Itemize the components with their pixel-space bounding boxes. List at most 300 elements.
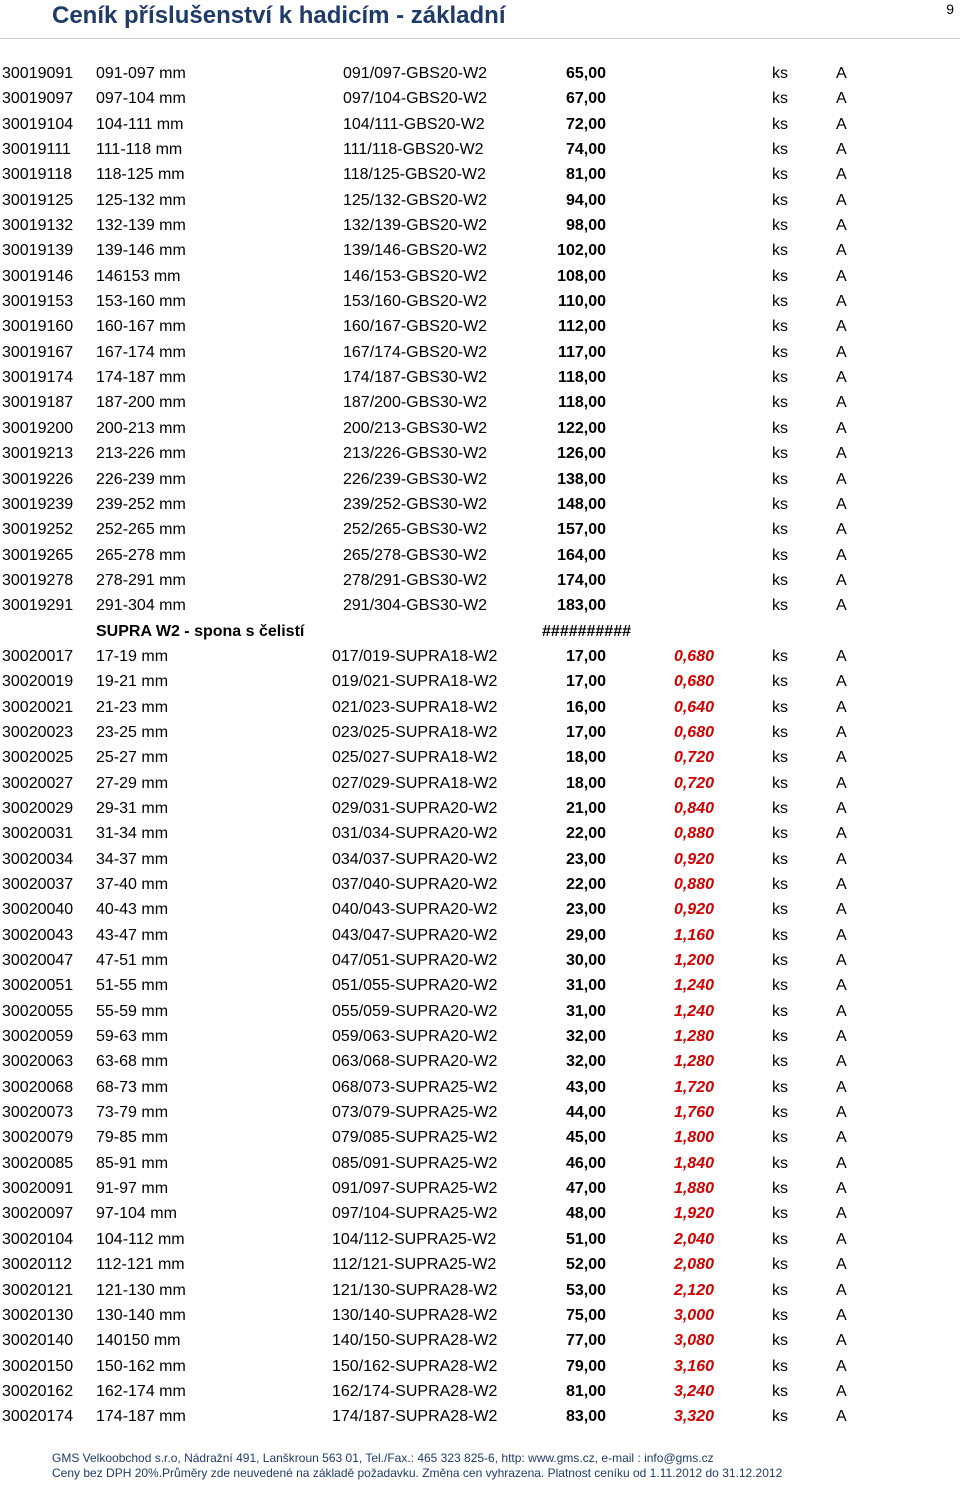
item-code: 30019239 <box>2 495 74 513</box>
item-code: 30020034 <box>2 850 74 868</box>
item-code: 30019104 <box>2 115 74 133</box>
table-row <box>0 1176 960 1201</box>
item-class: A <box>836 394 847 412</box>
item-product: 037/040-SUPRA20-W2 <box>332 876 498 893</box>
item-unit: ks <box>772 723 788 741</box>
item-unit-price: 3,160 <box>673 1357 714 1375</box>
item-unit: ks <box>772 495 788 513</box>
item-unit: ks <box>772 343 788 361</box>
item-product: 239/252-GBS30-W2 <box>343 495 488 513</box>
item-class: A <box>836 369 847 387</box>
item-unit: ks <box>772 850 788 868</box>
item-product: 023/025-SUPRA18-W2 <box>332 723 498 741</box>
item-range: 140150 mm <box>96 1332 181 1350</box>
item-unit: ks <box>772 1230 788 1248</box>
table-row <box>0 948 960 973</box>
item-unit: ks <box>772 1382 788 1400</box>
item-class: A <box>836 267 847 285</box>
item-price: 30,00 <box>565 952 606 970</box>
table-row <box>0 999 960 1024</box>
item-product: 027/029-SUPRA18-W2 <box>332 774 498 792</box>
item-code: 30020130 <box>2 1306 74 1324</box>
item-range: 112-121 mm <box>96 1256 185 1274</box>
item-unit-price: 0,880 <box>673 825 714 843</box>
item-product: 162/174-SUPRA28-W2 <box>332 1382 498 1400</box>
item-class: A <box>836 293 847 311</box>
item-product: 132/139-GBS20-W2 <box>343 217 488 235</box>
table-row <box>0 1151 960 1176</box>
table-row <box>0 745 960 770</box>
item-range: 29-31 mm <box>96 799 169 817</box>
item-range: 213-226 mm <box>96 445 186 463</box>
item-price: 43,00 <box>565 1078 606 1096</box>
item-range: 85-91 mm <box>96 1154 169 1172</box>
table-row <box>0 112 960 137</box>
item-range: 51-55 mm <box>96 977 169 995</box>
item-unit: ks <box>772 191 788 209</box>
item-product: 031/034-SUPRA20-W2 <box>332 825 498 843</box>
item-code: 30020079 <box>2 1129 74 1147</box>
item-class: A <box>836 1306 847 1324</box>
section-hash: ########## <box>542 622 631 640</box>
item-code: 30020021 <box>2 698 74 716</box>
item-code: 30019200 <box>2 419 74 437</box>
item-range: 63-68 mm <box>96 1053 169 1071</box>
item-price: 174,00 <box>557 571 606 589</box>
page-title: Ceník příslušenství k hadicím - základní <box>52 2 506 29</box>
item-unit: ks <box>772 1256 788 1274</box>
item-product: 029/031-SUPRA20-W2 <box>332 799 498 817</box>
item-price: 112,00 <box>557 318 606 336</box>
item-class: A <box>836 242 847 260</box>
item-product: 153/160-GBS20-W2 <box>343 293 488 311</box>
table-row <box>0 1227 960 1252</box>
item-unit: ks <box>772 217 788 235</box>
item-price: 118,00 <box>557 394 606 412</box>
item-code: 30020174 <box>2 1408 74 1426</box>
table-row <box>0 771 960 796</box>
item-class: A <box>836 952 847 970</box>
item-price: 18,00 <box>565 774 606 792</box>
item-unit: ks <box>772 1129 788 1147</box>
table-row <box>0 669 960 694</box>
item-product: 104/111-GBS20-W2 <box>343 115 485 133</box>
item-class: A <box>836 1281 847 1299</box>
table-row <box>0 1201 960 1226</box>
item-unit-price: 0,720 <box>673 774 714 792</box>
item-unit: ks <box>772 799 788 817</box>
item-code: 30020104 <box>2 1230 74 1248</box>
item-code: 30020040 <box>2 901 74 919</box>
table-row <box>0 213 960 238</box>
item-code: 30020055 <box>2 1002 74 1020</box>
table-row <box>0 847 960 872</box>
item-price: 48,00 <box>565 1205 606 1223</box>
item-class: A <box>836 1129 847 1147</box>
price-table <box>0 61 960 1430</box>
item-unit-price: 0,920 <box>673 901 714 919</box>
item-unit-price: 0,680 <box>673 673 714 691</box>
item-price: 17,00 <box>565 673 606 691</box>
item-product: 017/019-SUPRA18-W2 <box>332 647 498 665</box>
item-range: 73-79 mm <box>96 1104 169 1122</box>
item-price: 46,00 <box>565 1154 606 1172</box>
table-row <box>0 1024 960 1049</box>
item-range: 37-40 mm <box>96 876 169 893</box>
item-product: 025/027-SUPRA18-W2 <box>332 749 498 767</box>
item-unit-price: 1,280 <box>673 1053 714 1071</box>
item-price: 44,00 <box>565 1104 606 1122</box>
table-row <box>0 137 960 162</box>
item-code: 30020085 <box>2 1154 74 1172</box>
item-unit: ks <box>772 1104 788 1122</box>
item-range: 68-73 mm <box>96 1078 169 1096</box>
table-row <box>0 695 960 720</box>
item-unit-price: 0,840 <box>673 799 714 817</box>
item-product: 051/055-SUPRA20-W2 <box>332 977 498 995</box>
table-row <box>0 923 960 948</box>
item-price: 148,00 <box>557 495 606 513</box>
table-row <box>0 61 960 86</box>
table-row <box>0 86 960 111</box>
item-class: A <box>836 343 847 361</box>
item-product: 111/118-GBS20-W2 <box>343 141 484 159</box>
item-unit-price: 1,800 <box>673 1129 714 1147</box>
item-price: 126,00 <box>557 445 606 463</box>
item-range: 091-097 mm <box>96 65 186 82</box>
table-row <box>0 1049 960 1074</box>
item-code: 30020023 <box>2 723 74 741</box>
item-code: 30019187 <box>2 394 74 412</box>
item-unit-price: 3,240 <box>673 1382 714 1400</box>
item-code: 30020073 <box>2 1104 74 1122</box>
item-product: 252/265-GBS30-W2 <box>343 521 488 539</box>
item-class: A <box>836 1332 847 1350</box>
item-product: 043/047-SUPRA20-W2 <box>332 926 498 944</box>
item-product: 130/140-SUPRA28-W2 <box>332 1306 498 1324</box>
item-range: 118-125 mm <box>96 166 185 184</box>
item-product: 034/037-SUPRA20-W2 <box>332 850 498 868</box>
item-class: A <box>836 65 847 82</box>
item-product: 097/104-SUPRA25-W2 <box>332 1205 498 1223</box>
item-range: 25-27 mm <box>96 749 169 767</box>
item-range: 239-252 mm <box>96 495 186 513</box>
item-unit: ks <box>772 470 788 488</box>
item-unit: ks <box>772 1357 788 1375</box>
item-code: 30020027 <box>2 774 74 792</box>
item-price: 52,00 <box>565 1256 606 1274</box>
item-range: 47-51 mm <box>96 952 169 970</box>
item-unit: ks <box>772 1180 788 1198</box>
item-unit: ks <box>772 952 788 970</box>
item-unit-price: 0,640 <box>673 698 714 716</box>
item-range: 91-97 mm <box>96 1180 169 1198</box>
item-range: 97-104 mm <box>96 1205 177 1223</box>
item-product: 091/097-SUPRA25-W2 <box>332 1180 498 1198</box>
item-price: 72,00 <box>565 115 606 133</box>
item-code: 30019252 <box>2 521 74 539</box>
item-class: A <box>836 799 847 817</box>
item-code: 30020051 <box>2 977 74 995</box>
item-unit-price: 0,680 <box>673 723 714 741</box>
item-unit: ks <box>772 597 788 615</box>
item-code: 30019146 <box>2 267 74 285</box>
item-class: A <box>836 1382 847 1400</box>
table-row <box>0 821 960 846</box>
item-price: 117,00 <box>557 343 606 361</box>
table-row <box>0 467 960 492</box>
item-price: 31,00 <box>565 1002 606 1020</box>
item-unit-price: 3,080 <box>673 1332 714 1350</box>
item-product: 160/167-GBS20-W2 <box>343 318 488 336</box>
item-unit: ks <box>772 647 788 665</box>
item-price: 110,00 <box>557 293 606 311</box>
item-unit: ks <box>772 419 788 437</box>
item-product: 112/121-SUPRA25-W2 <box>332 1256 497 1274</box>
table-row <box>0 1100 960 1125</box>
item-price: 21,00 <box>565 799 606 817</box>
item-price: 94,00 <box>565 191 606 209</box>
item-range: 278-291 mm <box>96 571 186 589</box>
item-unit: ks <box>772 1053 788 1071</box>
item-price: 17,00 <box>565 647 606 665</box>
item-unit-price: 2,120 <box>673 1281 714 1299</box>
table-row <box>0 1379 960 1404</box>
table-row <box>0 1125 960 1150</box>
item-price: 47,00 <box>565 1180 606 1198</box>
item-class: A <box>836 977 847 995</box>
table-row <box>0 872 960 897</box>
item-unit-price: 3,320 <box>673 1408 714 1426</box>
item-range: 17-19 mm <box>96 647 169 665</box>
table-row <box>0 289 960 314</box>
item-unit-price: 1,200 <box>673 952 714 970</box>
item-code: 30019118 <box>2 166 72 184</box>
item-unit: ks <box>772 876 788 893</box>
item-unit-price: 0,720 <box>673 749 714 767</box>
item-unit: ks <box>772 90 788 108</box>
item-price: 83,00 <box>565 1408 606 1426</box>
item-price: 81,00 <box>565 166 606 184</box>
item-price: 77,00 <box>565 1332 606 1350</box>
item-unit: ks <box>772 141 788 159</box>
item-class: A <box>836 318 847 336</box>
item-price: 18,00 <box>565 749 606 767</box>
item-price: 65,00 <box>565 65 606 82</box>
item-class: A <box>836 571 847 589</box>
item-code: 30019278 <box>2 571 74 589</box>
item-class: A <box>836 419 847 437</box>
item-class: A <box>836 1205 847 1223</box>
item-code: 30019265 <box>2 546 74 564</box>
item-product: 125/132-GBS20-W2 <box>343 191 488 209</box>
table-row <box>0 365 960 390</box>
table-row <box>0 264 960 289</box>
item-range: 43-47 mm <box>96 926 169 944</box>
item-class: A <box>836 546 847 564</box>
item-class: A <box>836 723 847 741</box>
item-code: 30020140 <box>2 1332 74 1350</box>
item-price: 29,00 <box>565 926 606 944</box>
item-product: 068/073-SUPRA25-W2 <box>332 1078 498 1096</box>
item-unit: ks <box>772 1028 788 1046</box>
item-class: A <box>836 673 847 691</box>
item-unit: ks <box>772 774 788 792</box>
item-range: 097-104 mm <box>96 90 186 108</box>
item-price: 16,00 <box>565 698 606 716</box>
item-product: 079/085-SUPRA25-W2 <box>332 1129 498 1147</box>
table-row <box>0 188 960 213</box>
item-product: 265/278-GBS30-W2 <box>343 546 488 564</box>
item-code: 30020059 <box>2 1028 74 1046</box>
table-row <box>0 390 960 415</box>
item-code: 30019125 <box>2 191 74 209</box>
item-code: 30020112 <box>2 1256 72 1274</box>
item-class: A <box>836 876 847 893</box>
item-unit: ks <box>772 369 788 387</box>
table-row <box>0 1278 960 1303</box>
table-row <box>0 340 960 365</box>
item-product: 187/200-GBS30-W2 <box>343 394 488 412</box>
item-code: 30020068 <box>2 1078 74 1096</box>
item-unit: ks <box>772 571 788 589</box>
item-class: A <box>836 1357 847 1375</box>
item-class: A <box>836 521 847 539</box>
table-row <box>0 720 960 745</box>
table-row <box>0 1328 960 1353</box>
item-range: 291-304 mm <box>96 597 186 615</box>
item-class: A <box>836 1104 847 1122</box>
section-heading-row <box>0 619 960 644</box>
item-price: 22,00 <box>565 825 606 843</box>
table-row <box>0 1354 960 1379</box>
item-unit: ks <box>772 445 788 463</box>
item-price: 51,00 <box>565 1230 606 1248</box>
item-range: 55-59 mm <box>96 1002 169 1020</box>
item-range: 146153 mm <box>96 267 181 285</box>
item-unit: ks <box>772 267 788 285</box>
table-row <box>0 238 960 263</box>
item-code: 30019153 <box>2 293 74 311</box>
item-unit: ks <box>772 166 788 184</box>
item-class: A <box>836 115 847 133</box>
table-row <box>0 593 960 618</box>
item-price: 81,00 <box>565 1382 606 1400</box>
header-rule <box>0 38 960 39</box>
item-class: A <box>836 445 847 463</box>
item-price: 67,00 <box>565 90 606 108</box>
item-price: 23,00 <box>565 850 606 868</box>
item-unit: ks <box>772 901 788 919</box>
item-unit-price: 1,160 <box>673 926 714 944</box>
item-class: A <box>836 191 847 209</box>
item-range: 160-167 mm <box>96 318 186 336</box>
table-row <box>0 416 960 441</box>
item-code: 30019226 <box>2 470 74 488</box>
item-product: 055/059-SUPRA20-W2 <box>332 1002 498 1020</box>
item-price: 17,00 <box>565 723 606 741</box>
item-product: 121/130-SUPRA28-W2 <box>332 1281 498 1299</box>
item-unit-price: 1,240 <box>673 977 714 995</box>
item-product: 019/021-SUPRA18-W2 <box>332 673 498 691</box>
item-product: 174/187-SUPRA28-W2 <box>332 1408 498 1426</box>
table-row <box>0 796 960 821</box>
item-code: 30020162 <box>2 1382 74 1400</box>
item-range: 19-21 mm <box>96 673 169 691</box>
item-range: 139-146 mm <box>96 242 186 260</box>
item-code: 30019167 <box>2 343 74 361</box>
item-class: A <box>836 1154 847 1172</box>
item-unit-price: 1,240 <box>673 1002 714 1020</box>
item-product: 063/068-SUPRA20-W2 <box>332 1053 498 1071</box>
item-range: 150-162 mm <box>96 1357 186 1375</box>
item-class: A <box>836 1002 847 1020</box>
item-range: 59-63 mm <box>96 1028 169 1046</box>
item-product: 150/162-SUPRA28-W2 <box>332 1357 498 1375</box>
item-product: 139/146-GBS20-W2 <box>343 242 488 260</box>
item-price: 183,00 <box>557 597 606 615</box>
item-product: 174/187-GBS30-W2 <box>343 369 488 387</box>
item-range: 111-118 mm <box>96 141 183 159</box>
item-range: 23-25 mm <box>96 723 169 741</box>
item-unit-price: 1,280 <box>673 1028 714 1046</box>
table-row <box>0 441 960 466</box>
item-code: 30020043 <box>2 926 74 944</box>
table-row <box>0 314 960 339</box>
item-product: 291/304-GBS30-W2 <box>343 597 488 615</box>
item-unit: ks <box>772 1002 788 1020</box>
item-product: 104/112-SUPRA25-W2 <box>332 1230 497 1248</box>
item-product: 140/150-SUPRA28-W2 <box>332 1332 498 1350</box>
item-range: 34-37 mm <box>96 850 169 868</box>
item-code: 30019213 <box>2 445 74 463</box>
item-class: A <box>836 1028 847 1046</box>
page-number: 9 <box>946 1 954 17</box>
item-code: 30019174 <box>2 369 74 387</box>
footer-contact: GMS Velkoobchod s.r.o, Nádražní 491, Lanškroun 563 01, Tel./Fax.: 465 323 825-6, http: www.gms.cz, e-mail : info@gms.cz <box>52 1451 714 1465</box>
item-product: 091/097-GBS20-W2 <box>343 65 488 82</box>
item-product: 213/226-GBS30-W2 <box>343 445 488 463</box>
item-unit-price: 2,040 <box>673 1230 714 1248</box>
item-unit: ks <box>772 115 788 133</box>
item-unit: ks <box>772 926 788 944</box>
item-price: 98,00 <box>565 217 606 235</box>
item-code: 30019160 <box>2 318 74 336</box>
item-class: A <box>836 749 847 767</box>
item-class: A <box>836 141 847 159</box>
item-class: A <box>836 166 847 184</box>
item-code: 30020047 <box>2 952 74 970</box>
item-unit: ks <box>772 546 788 564</box>
item-price: 45,00 <box>565 1129 606 1147</box>
item-price: 79,00 <box>565 1357 606 1375</box>
item-unit-price: 1,880 <box>673 1180 714 1198</box>
item-class: A <box>836 850 847 868</box>
item-unit: ks <box>772 293 788 311</box>
item-range: 252-265 mm <box>96 521 186 539</box>
item-product: 073/079-SUPRA25-W2 <box>332 1104 498 1122</box>
item-range: 31-34 mm <box>96 825 169 843</box>
item-range: 21-23 mm <box>96 698 169 716</box>
footer-notice: Ceny bez DPH 20%.Průměry zde neuvedené na základě požadavku. Změna cen vyhrazena. Platnost ceníku od 1.11.2012 do 31.12.2012 <box>52 1466 783 1480</box>
item-unit-price: 1,720 <box>673 1078 714 1096</box>
item-unit: ks <box>772 825 788 843</box>
item-code: 30020121 <box>2 1281 74 1299</box>
table-row <box>0 1075 960 1100</box>
item-range: 104-112 mm <box>96 1230 185 1248</box>
item-unit-price: 0,880 <box>673 876 714 893</box>
item-product: 047/051-SUPRA20-W2 <box>332 952 498 970</box>
